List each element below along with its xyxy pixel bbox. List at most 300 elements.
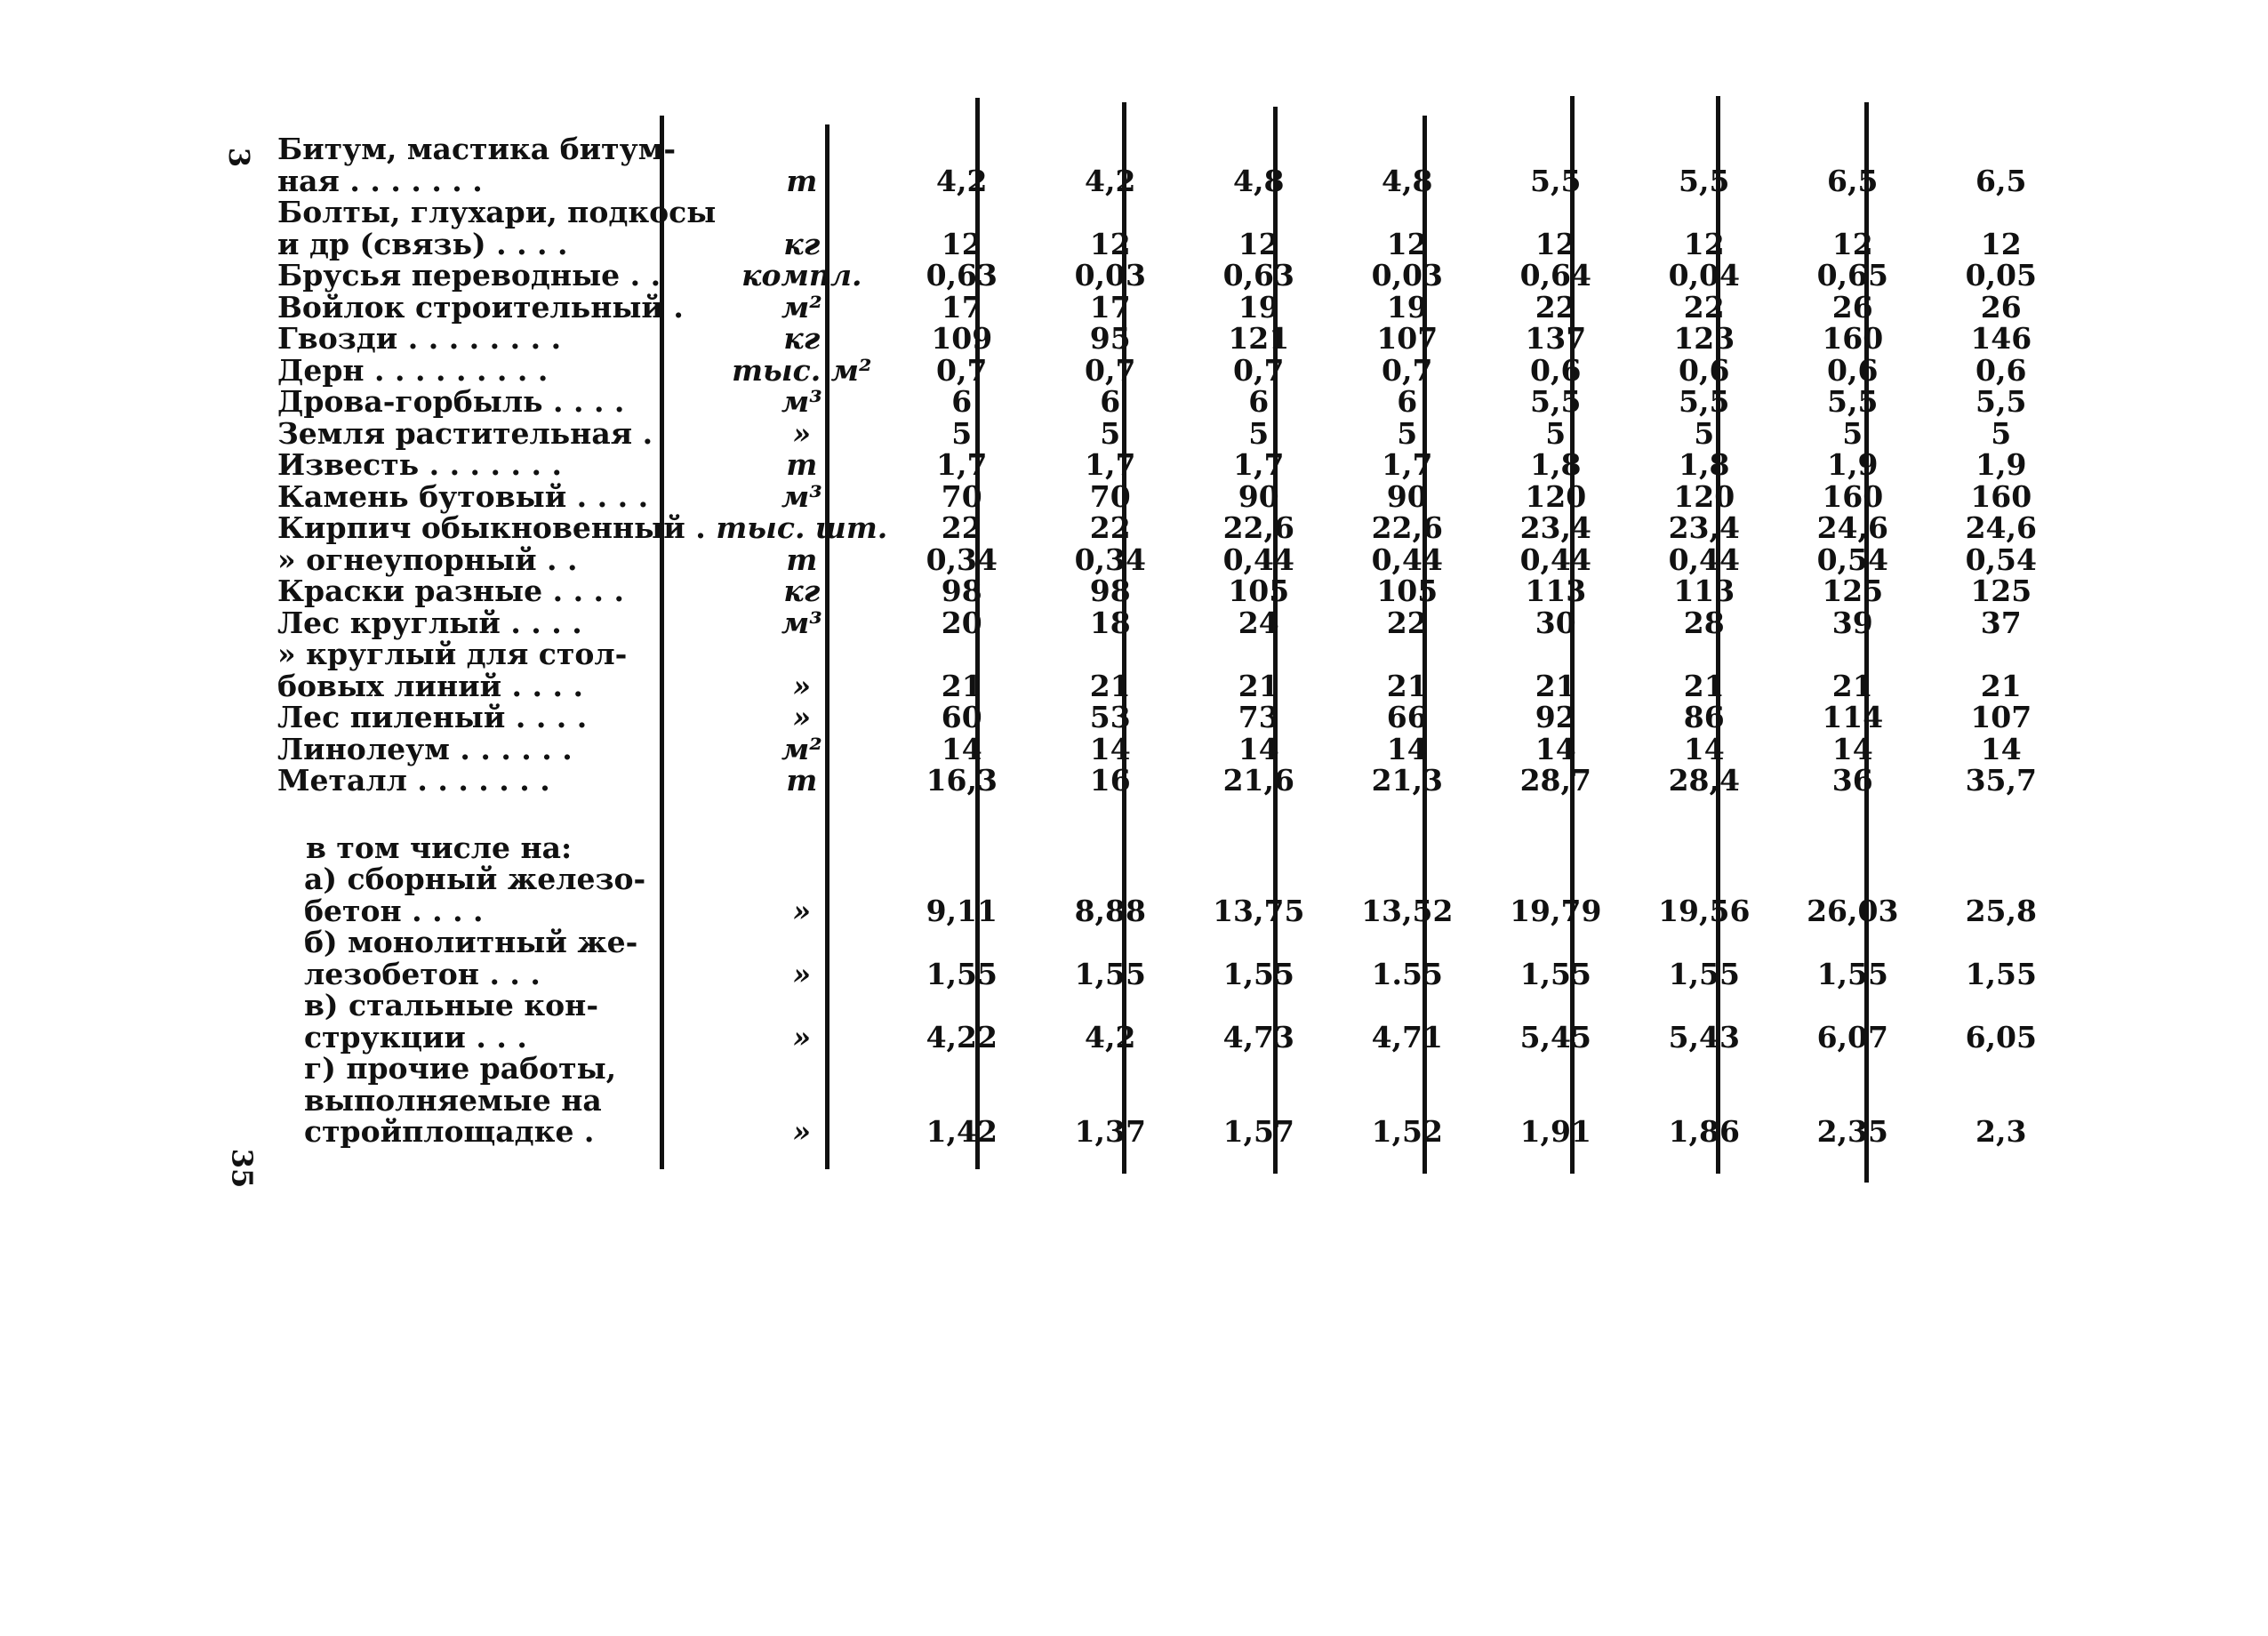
value-cell	[1927, 1085, 2075, 1117]
unit-cell: »	[792, 956, 812, 991]
value-cell	[1630, 1053, 1778, 1085]
value-cell: 5	[951, 415, 973, 451]
material-name: в) стальные кон-	[304, 988, 599, 1022]
material-name: » круглый для стол-	[277, 637, 628, 671]
value-cell: 0,34	[926, 541, 998, 577]
value-cell: 17	[941, 289, 982, 325]
value-cell: 70	[1089, 478, 1131, 514]
value-cell: 0,03	[1371, 258, 1443, 293]
subheading-row	[277, 832, 2075, 864]
value-cell: 0,7	[1382, 352, 1433, 388]
value-cell: 1,55	[1519, 956, 1591, 991]
value-cell: 12	[1238, 226, 1279, 261]
spacer-row	[277, 797, 2075, 832]
value-cell	[1778, 926, 1927, 958]
material-name: бетон . . . .	[304, 893, 484, 928]
value-cell	[1927, 990, 2075, 1022]
value-cell	[1778, 1053, 1927, 1085]
value-cell: 5,5	[1530, 163, 1582, 198]
value-cell: 21	[1683, 668, 1725, 703]
value-cell	[1630, 196, 1778, 229]
value-cell: 6,05	[1965, 1019, 2037, 1055]
material-name: г) прочие работы,	[304, 1051, 617, 1086]
value-cell: 0,04	[1668, 258, 1740, 293]
value-cell: 113	[1673, 573, 1735, 608]
value-cell: 1,55	[1668, 956, 1740, 991]
value-cell: 1,8	[1530, 447, 1582, 482]
value-cell	[1778, 196, 1927, 229]
unit-cell	[716, 196, 887, 229]
value-cell: 0,7	[936, 352, 988, 388]
value-cell: 86	[1683, 700, 1725, 734]
value-cell: 14	[1831, 731, 1873, 766]
material-name: » огнеупорный . .	[277, 541, 578, 577]
material-name: стройплощадке .	[304, 1114, 595, 1149]
material-name: Земля растительная .	[277, 415, 653, 451]
unit-cell: »	[792, 1114, 812, 1149]
value-cell: 0,44	[1222, 541, 1294, 577]
value-cell: 5	[1100, 415, 1121, 451]
value-cell: 2,3	[1975, 1114, 2027, 1149]
value-cell	[1630, 863, 1778, 895]
value-cell: 24,6	[1965, 510, 2037, 545]
unit-cell: м³	[781, 605, 822, 640]
unit-cell: т	[786, 163, 818, 198]
material-name: Дрова-горбыль . . . .	[277, 384, 625, 419]
material-name: а) сборный железо-	[304, 862, 646, 896]
value-cell: 22	[1386, 605, 1428, 640]
value-cell: 5	[1991, 415, 2012, 451]
value-cell	[1481, 1085, 1630, 1117]
value-cell: 107	[1376, 321, 1439, 356]
unit-cell: тыс. шт.	[716, 510, 888, 545]
value-cell: 5	[1397, 415, 1418, 451]
value-cell: 28	[1683, 605, 1725, 640]
value-cell: 95	[1089, 321, 1131, 356]
table-row	[277, 386, 2075, 418]
value-cell: 26,03	[1807, 893, 1899, 928]
unit-cell: кг	[783, 321, 821, 356]
value-cell: 4,73	[1222, 1019, 1294, 1055]
value-cell: 5,5	[1679, 163, 1730, 198]
value-cell: 1,7	[1085, 447, 1136, 482]
value-cell: 23,4	[1668, 510, 1740, 545]
page-marker-bottom: 35	[225, 1148, 260, 1189]
value-cell: 19,79	[1510, 893, 1602, 928]
table-row	[277, 638, 2075, 670]
value-cell: 21	[1831, 668, 1873, 703]
unit-cell: т	[786, 763, 818, 798]
value-cell: 120	[1525, 478, 1587, 514]
value-cell: 35,7	[1965, 763, 2037, 798]
table-row	[277, 607, 2075, 639]
value-cell	[1036, 990, 1184, 1022]
value-cell: 1,57	[1222, 1114, 1294, 1149]
material-name: Войлок строительный .	[277, 289, 684, 325]
value-cell	[1481, 990, 1630, 1022]
material-name: ная . . . . . . .	[277, 163, 483, 198]
value-cell: 1,7	[1382, 447, 1433, 482]
table-row	[277, 895, 2075, 927]
value-cell: 109	[931, 321, 993, 356]
value-cell: 14	[1089, 731, 1131, 766]
table-row	[277, 481, 2075, 513]
value-cell: 0,6	[1679, 352, 1730, 388]
material-name: Краски разные . . . .	[277, 573, 625, 608]
table-row	[277, 229, 2075, 261]
table-row	[277, 926, 2075, 958]
unit-cell: кг	[783, 573, 821, 608]
value-cell: 0,44	[1668, 541, 1740, 577]
value-cell: 0,63	[926, 258, 998, 293]
table-row	[277, 670, 2075, 702]
value-cell	[887, 990, 1036, 1022]
value-cell: 8,88	[1074, 893, 1146, 928]
value-cell: 14	[1386, 731, 1428, 766]
table-row	[277, 512, 2075, 544]
value-cell: 5	[1842, 415, 1863, 451]
value-cell: 0,6	[1975, 352, 2027, 388]
value-cell: 22	[941, 510, 982, 545]
value-cell	[1184, 196, 1333, 229]
value-cell: 12	[1386, 226, 1428, 261]
unit-cell: м³	[781, 384, 822, 419]
unit-cell: »	[792, 1019, 812, 1055]
unit-cell: тыс. м²	[732, 352, 872, 388]
value-cell: 0,54	[1816, 541, 1888, 577]
value-cell: 5,5	[1530, 384, 1582, 419]
value-cell: 22,6	[1222, 510, 1294, 545]
value-cell: 21,3	[1371, 763, 1443, 798]
table-row	[277, 958, 2075, 990]
value-cell: 6,5	[1975, 163, 2027, 198]
unit-cell: »	[792, 893, 812, 928]
value-cell: 14	[1535, 731, 1576, 766]
unit-cell	[716, 1085, 887, 1117]
value-cell	[1927, 863, 2075, 895]
table-row	[277, 292, 2075, 324]
value-cell	[1036, 863, 1184, 895]
value-cell	[1778, 990, 1927, 1022]
material-name: Гвозди . . . . . . . .	[277, 321, 562, 356]
unit-cell: т	[786, 447, 818, 482]
value-cell: 16	[1089, 763, 1131, 798]
value-cell: 92	[1535, 700, 1576, 734]
value-cell: 0,63	[1222, 258, 1294, 293]
table-row	[277, 863, 2075, 895]
value-cell: 0,54	[1965, 541, 2037, 577]
value-cell	[1036, 1085, 1184, 1117]
table-row	[277, 1053, 2075, 1085]
value-cell: 0,44	[1371, 541, 1443, 577]
value-cell: 98	[941, 573, 982, 608]
value-cell: 19,56	[1658, 893, 1751, 928]
value-cell	[1036, 1053, 1184, 1085]
value-cell	[1927, 638, 2075, 670]
value-cell: 6	[1397, 384, 1418, 419]
value-cell: 28,4	[1668, 763, 1740, 798]
value-cell: 12	[1683, 226, 1725, 261]
unit-cell: компл.	[741, 258, 862, 293]
value-cell: 0,6	[1827, 352, 1879, 388]
value-cell: 4,71	[1371, 1019, 1443, 1055]
value-cell: 4,2	[936, 163, 988, 198]
table-row	[277, 765, 2075, 797]
materials-table	[277, 133, 2075, 1148]
material-name: Линолеум . . . . . .	[277, 731, 573, 766]
value-cell: 6,5	[1827, 163, 1879, 198]
value-cell	[887, 1053, 1036, 1085]
material-name: бовых линий . . . .	[277, 668, 583, 703]
value-cell	[1630, 990, 1778, 1022]
value-cell	[1333, 1053, 1481, 1085]
value-cell: 1,91	[1519, 1114, 1591, 1149]
value-cell: 1,52	[1371, 1114, 1443, 1149]
value-cell: 90	[1386, 478, 1428, 514]
material-name: Лес круглый . . . .	[277, 605, 582, 640]
value-cell: 1,55	[1816, 956, 1888, 991]
value-cell	[1333, 990, 1481, 1022]
unit-cell: »	[792, 415, 812, 451]
table-row	[277, 449, 2075, 481]
value-cell	[1184, 926, 1333, 958]
value-cell	[1333, 196, 1481, 229]
value-cell	[887, 638, 1036, 670]
value-cell: 9,11	[926, 893, 998, 928]
value-cell: 21,6	[1222, 763, 1294, 798]
value-cell	[1184, 990, 1333, 1022]
value-cell: 16,3	[926, 763, 998, 798]
table-row	[277, 734, 2075, 766]
table-row	[277, 1022, 2075, 1054]
material-name: Известь . . . . . . .	[277, 447, 562, 482]
value-cell	[1333, 638, 1481, 670]
unit-cell	[716, 133, 887, 165]
value-cell	[1184, 638, 1333, 670]
value-cell: 0,65	[1816, 258, 1888, 293]
unit-cell	[716, 638, 887, 670]
value-cell	[1481, 863, 1630, 895]
value-cell: 4,8	[1233, 163, 1285, 198]
value-cell: 1,8	[1679, 447, 1730, 482]
value-cell: 1,9	[1827, 447, 1879, 482]
material-name: Дерн . . . . . . . . .	[277, 352, 549, 388]
value-cell: 30	[1535, 605, 1576, 640]
value-cell: 12	[1980, 226, 2022, 261]
table-row	[277, 1116, 2075, 1148]
value-cell	[1036, 638, 1184, 670]
value-cell: 36	[1831, 763, 1873, 798]
value-cell: 0,7	[1085, 352, 1136, 388]
table-row	[277, 260, 2075, 292]
value-cell: 21	[1386, 668, 1428, 703]
unit-cell: м²	[781, 289, 822, 325]
value-cell: 4,2	[1085, 163, 1136, 198]
value-cell: 24,6	[1816, 510, 1888, 545]
value-cell	[1927, 926, 2075, 958]
unit-cell: кг	[783, 226, 821, 261]
value-cell: 21	[941, 668, 982, 703]
value-cell	[1927, 133, 2075, 165]
value-cell: 137	[1525, 321, 1587, 356]
unit-cell	[716, 1053, 887, 1085]
value-cell	[887, 1085, 1036, 1117]
value-cell: 39	[1831, 605, 1873, 640]
value-cell: 6	[1248, 384, 1270, 419]
value-cell: 113	[1525, 573, 1587, 608]
value-cell	[1036, 133, 1184, 165]
value-cell: 121	[1228, 321, 1290, 356]
value-cell: 5	[1248, 415, 1270, 451]
value-cell: 107	[1970, 700, 2032, 734]
value-cell: 1,7	[936, 447, 988, 482]
value-cell: 5,5	[1975, 384, 2027, 419]
value-cell	[1184, 863, 1333, 895]
value-cell: 1,55	[1965, 956, 2037, 991]
unit-cell	[716, 863, 887, 895]
value-cell	[1481, 196, 1630, 229]
value-cell: 0,6	[1530, 352, 1582, 388]
value-cell: 160	[1970, 478, 2032, 514]
value-cell: 120	[1673, 478, 1735, 514]
table-row	[277, 323, 2075, 355]
value-cell: 26	[1831, 289, 1873, 325]
value-cell: 98	[1089, 573, 1131, 608]
unit-cell: м²	[781, 731, 822, 766]
value-cell: 37	[1980, 605, 2022, 640]
subheading: в том числе на:	[306, 830, 573, 865]
unit-cell	[716, 926, 887, 958]
material-name: Битум, мастика битум-	[277, 132, 677, 166]
value-cell: 5	[1545, 415, 1567, 451]
value-cell: 19	[1386, 289, 1428, 325]
value-cell: 90	[1238, 478, 1279, 514]
value-cell: 28,7	[1519, 763, 1591, 798]
table-row	[277, 1085, 2075, 1117]
value-cell	[887, 926, 1036, 958]
material-name: Камень бутовый . . . .	[277, 478, 649, 514]
value-cell	[1333, 133, 1481, 165]
value-cell: 21	[1535, 668, 1576, 703]
value-cell: 22,6	[1371, 510, 1443, 545]
value-cell	[1036, 926, 1184, 958]
value-cell	[1630, 133, 1778, 165]
value-cell: 0,03	[1074, 258, 1146, 293]
value-cell: 12	[1831, 226, 1873, 261]
value-cell: 26	[1980, 289, 2022, 325]
table-row	[277, 418, 2075, 450]
value-cell: 21	[1980, 668, 2022, 703]
value-cell	[1333, 863, 1481, 895]
value-cell	[887, 196, 1036, 229]
table-row	[277, 165, 2075, 197]
value-cell: 17	[1089, 289, 1131, 325]
value-cell	[1927, 1053, 2075, 1085]
value-cell: 0,64	[1519, 258, 1591, 293]
value-cell	[1778, 1085, 1927, 1117]
value-cell: 5,5	[1679, 384, 1730, 419]
value-cell	[1333, 926, 1481, 958]
value-cell: 105	[1228, 573, 1290, 608]
value-cell	[1481, 133, 1630, 165]
value-cell: 13,75	[1213, 893, 1305, 928]
unit-cell: »	[792, 668, 812, 703]
value-cell: 1,37	[1074, 1114, 1146, 1149]
value-cell	[1630, 1085, 1778, 1117]
material-name: и др (связь) . . . .	[277, 226, 568, 261]
value-cell	[1778, 863, 1927, 895]
value-cell: 1,7	[1233, 447, 1285, 482]
value-cell: 123	[1673, 321, 1735, 356]
value-cell: 13,52	[1361, 893, 1454, 928]
value-cell: 1,9	[1975, 447, 2027, 482]
value-cell: 6,07	[1816, 1019, 1888, 1055]
value-cell: 23,4	[1519, 510, 1591, 545]
value-cell	[1778, 133, 1927, 165]
page-marker-top: 3	[222, 147, 257, 168]
value-cell	[1333, 1085, 1481, 1117]
unit-cell: »	[792, 700, 812, 734]
value-cell: 20	[941, 605, 982, 640]
material-name: выполняемые на	[304, 1082, 602, 1118]
material-name: лезобетон . . .	[304, 956, 541, 991]
value-cell: 5	[1694, 415, 1715, 451]
value-cell	[1630, 926, 1778, 958]
value-cell	[1184, 133, 1333, 165]
value-cell: 66	[1386, 700, 1428, 734]
value-cell: 73	[1238, 700, 1279, 734]
value-cell: 5,5	[1827, 384, 1879, 419]
material-name: Брусья переводные . .	[277, 258, 661, 293]
value-cell: 19	[1238, 289, 1279, 325]
table-row	[277, 544, 2075, 576]
value-cell	[1481, 1053, 1630, 1085]
value-cell: 22	[1535, 289, 1576, 325]
value-cell	[1036, 196, 1184, 229]
value-cell: 0,44	[1519, 541, 1591, 577]
value-cell: 0,7	[1233, 352, 1285, 388]
material-name: Металл . . . . . . .	[277, 763, 550, 798]
value-cell: 1,55	[1074, 956, 1146, 991]
value-cell: 146	[1970, 321, 2032, 356]
table-row	[277, 990, 2075, 1022]
material-name: струкции . . .	[304, 1019, 527, 1055]
value-cell: 14	[1683, 731, 1725, 766]
value-cell: 25,8	[1965, 893, 2037, 928]
value-cell: 5,43	[1668, 1019, 1740, 1055]
value-cell: 70	[941, 478, 982, 514]
value-cell: 12	[1535, 226, 1576, 261]
value-cell: 0,34	[1074, 541, 1146, 577]
value-cell: 2,35	[1816, 1114, 1888, 1149]
value-cell: 105	[1376, 573, 1439, 608]
value-cell: 114	[1822, 700, 1884, 734]
unit-cell: м³	[781, 478, 822, 514]
value-cell: 14	[1238, 731, 1279, 766]
value-cell: 22	[1683, 289, 1725, 325]
value-cell	[887, 133, 1036, 165]
value-cell: 12	[1089, 226, 1131, 261]
value-cell	[887, 863, 1036, 895]
value-cell: 18	[1089, 605, 1131, 640]
value-cell: 4,22	[926, 1019, 998, 1055]
material-name: Болты, глухари, подкосы	[277, 195, 717, 229]
value-cell	[1927, 196, 2075, 229]
value-cell: 21	[1238, 668, 1279, 703]
value-cell	[1630, 638, 1778, 670]
unit-cell	[716, 990, 887, 1022]
value-cell: 14	[941, 731, 982, 766]
